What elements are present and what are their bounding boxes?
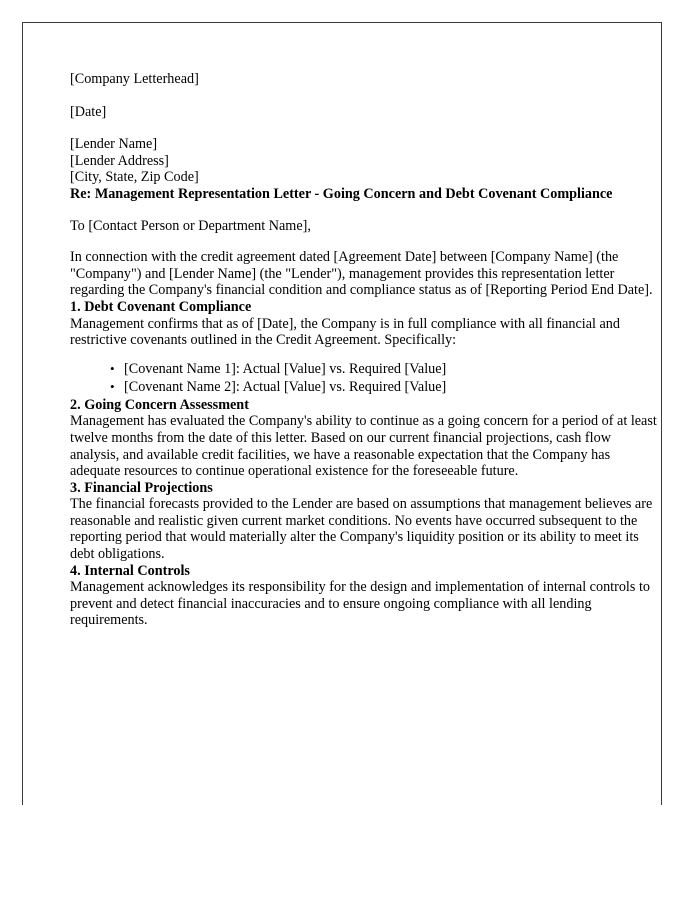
section-body-1: Management confirms that as of [Date], the Company is in full compliance with all financial and restrictive covenants outlined in the Credit Agreement. Specifically: — [70, 315, 620, 349]
section-heading-1: 1. Debt Covenant Compliance — [70, 298, 252, 315]
section-heading-3: 3. Financial Projections — [70, 479, 213, 496]
document-page-frame — [22, 22, 662, 805]
recipient-address-block — [70, 136, 660, 186]
company-letterhead: [Company Letterhead] — [70, 71, 199, 87]
letter-date: [Date] — [70, 103, 107, 120]
recipient-name: [Lender Name] — [70, 136, 158, 153]
section-body-2: Management has evaluated the Company's ability to continue as a going concern for a period of at least twelve months from the date of this letter. Based on our current financial projections, cash flow analysis, and available credit facilities, we have a reasonable expectation that the Company has adequate resources to continue operational existence for the foreseeable future. — [70, 413, 657, 480]
list-item: • [Covenant Name 1]: Actual [Value] vs. Required [Value] — [110, 360, 660, 379]
section-body-4: Management acknowledges its responsibility for the design and implementation of internal controls to prevent and detect financial inaccuracies and to ensure ongoing compliance with all lending requirements. — [70, 579, 650, 629]
subject-line: Re: Management Representation Letter - Going Concern and Debt Covenant Compliance — [70, 185, 613, 202]
salutation: To [Contact Person or Department Name], — [70, 217, 311, 234]
letter-body — [70, 71, 660, 629]
list-item: • [Covenant Name 2]: Actual [Value] vs. Required [Value] — [110, 378, 660, 397]
recipient-city-state-zip: [City, State, Zip Code] — [70, 169, 199, 186]
section-body-3: The financial forecasts provided to the Lender are based on assumptions that management believes are reasonable and realistic given current market conditions. No events have occurred subsequent to the reporting period that would materially alter the Company's liquidity position or its ability to meet its debt obligations. — [70, 496, 653, 563]
recipient-address: [Lender Address] — [70, 152, 169, 169]
covenant-list — [70, 360, 660, 397]
section-heading-2: 2. Going Concern Assessment — [70, 396, 249, 413]
section-heading-4: 4. Internal Controls — [70, 562, 190, 579]
intro-paragraph: In connection with the credit agreement dated [Agreement Date] between [Company Name] (the "Company") and [Lender Name] (the "Lender"), management provides this representation letter regarding the Company's financial condition and compliance status as of [Reporting Period End Date]. — [70, 249, 653, 299]
